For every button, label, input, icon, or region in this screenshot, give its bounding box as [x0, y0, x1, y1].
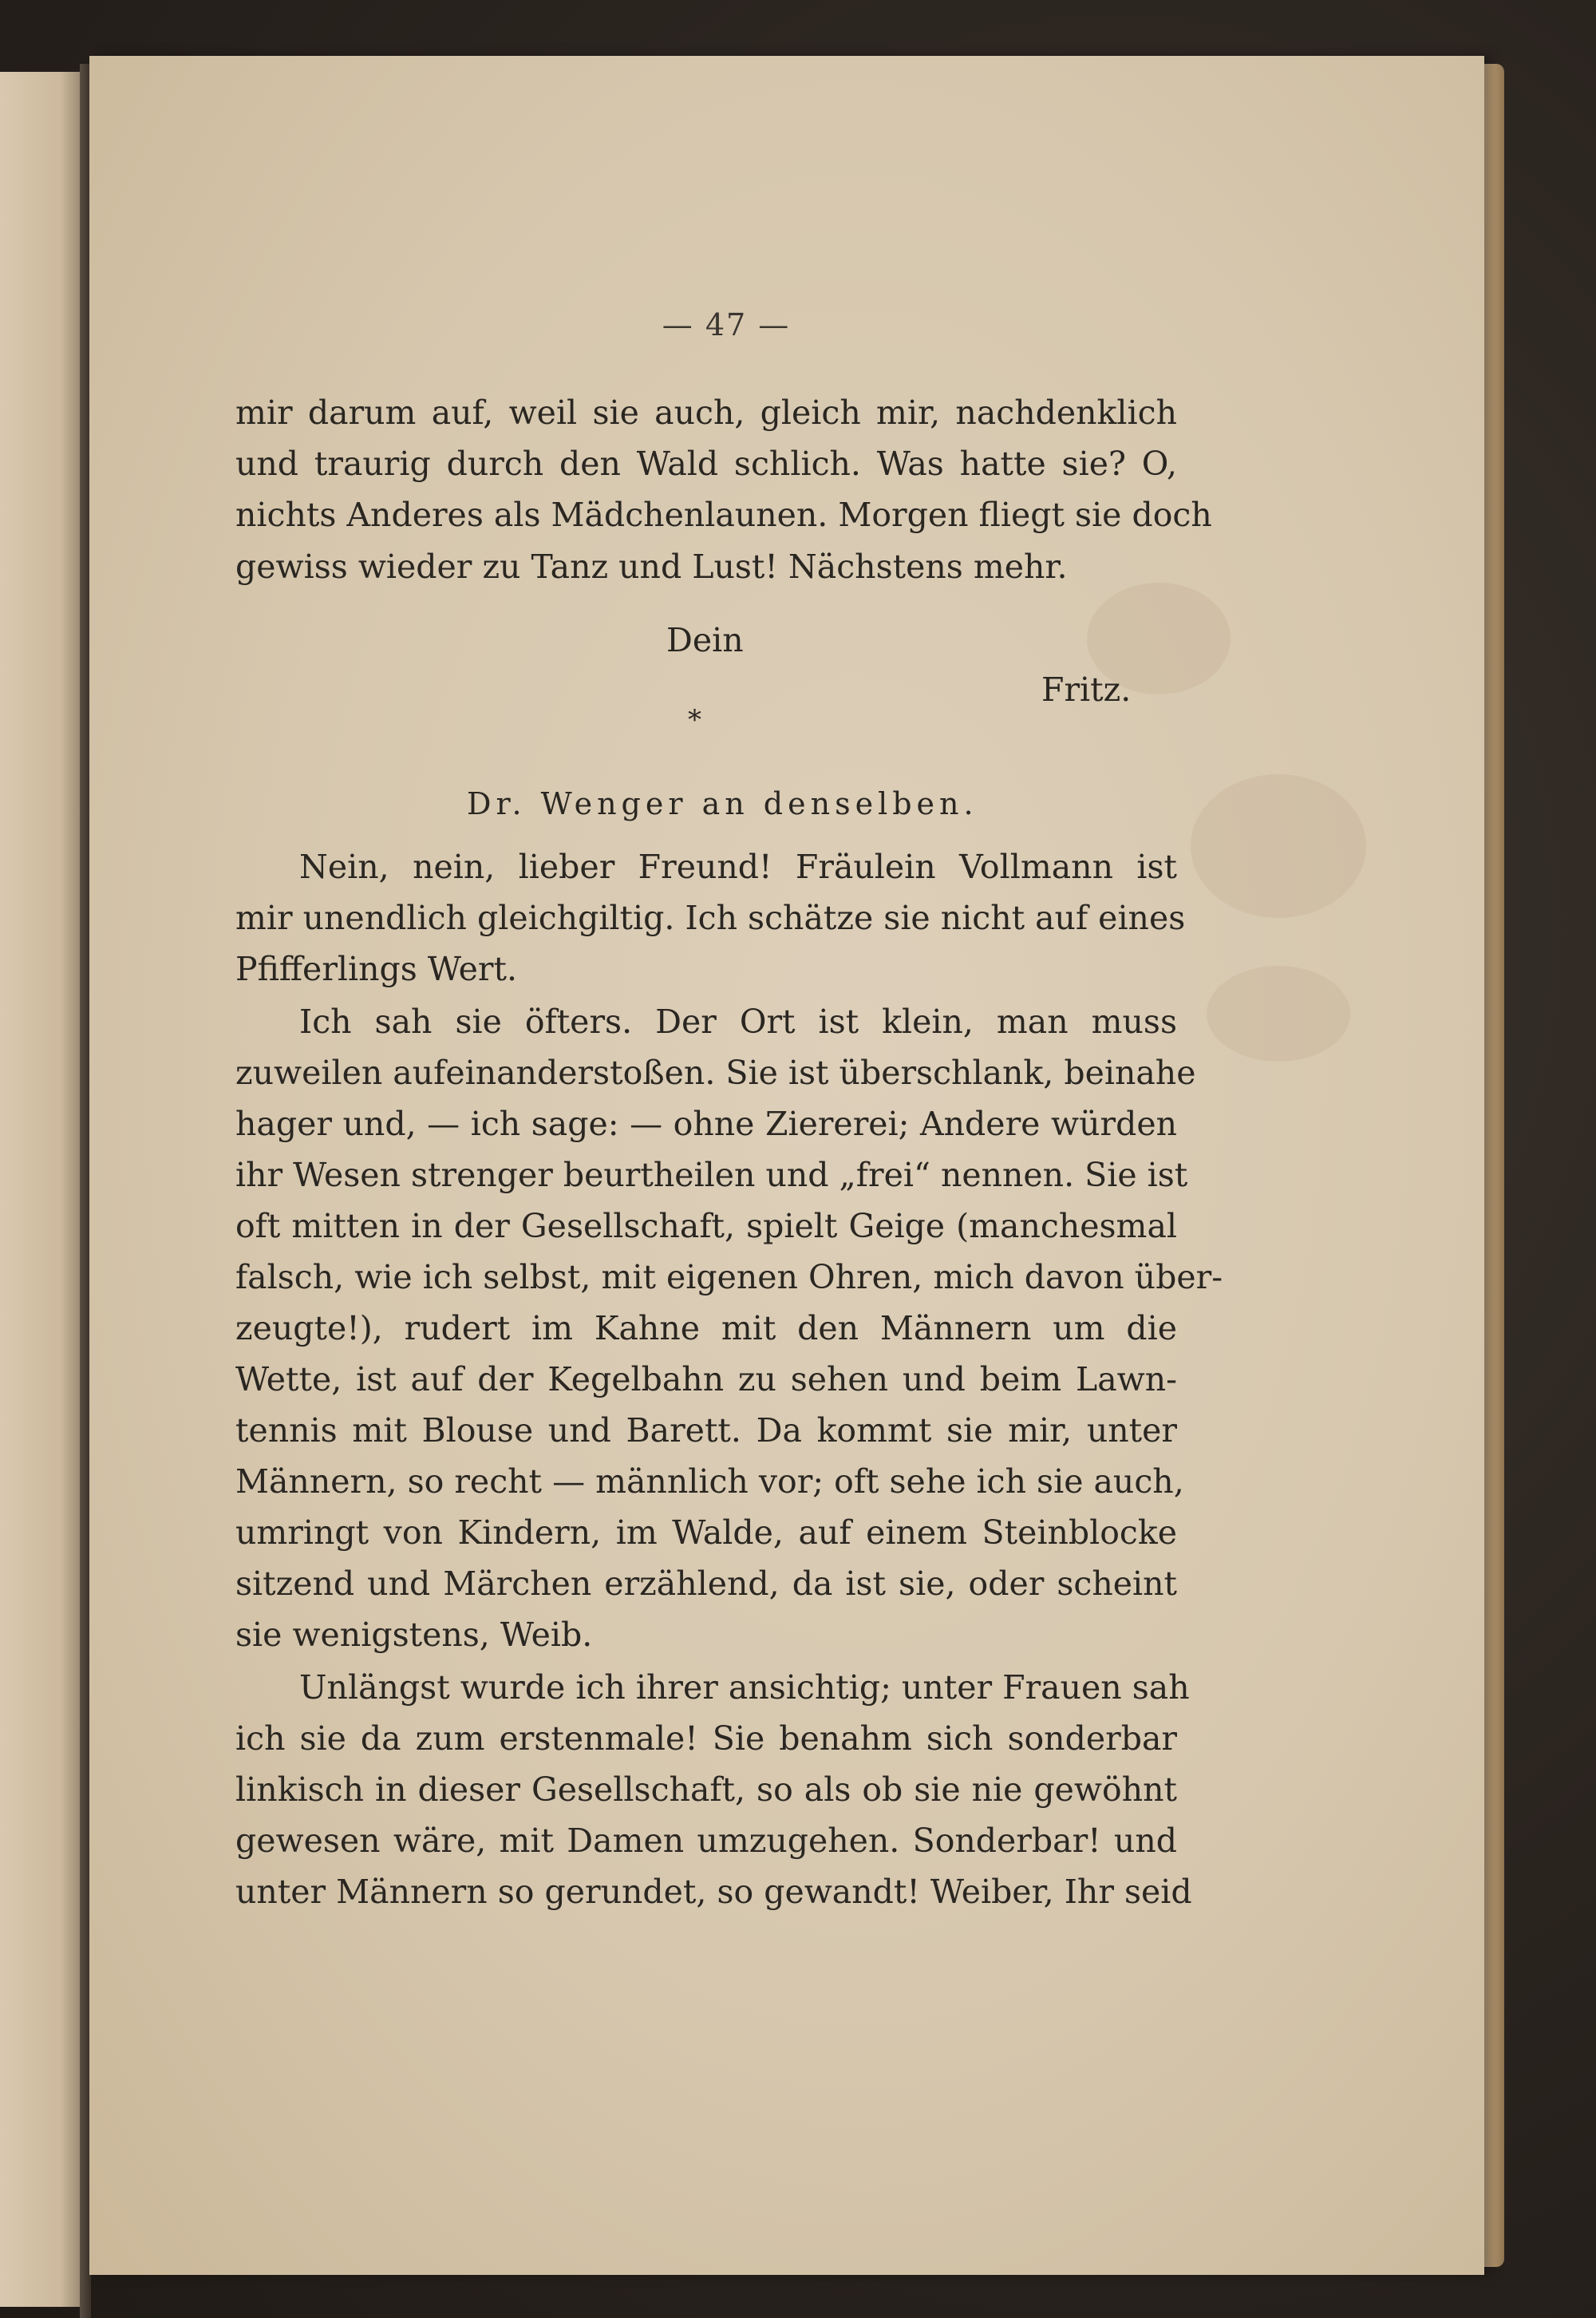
text-line: mir unendlich gleichgiltig. Ich schätze sie nicht auf eines [235, 899, 1186, 937]
text-line: tennis mit Blouse und Barett. Da kommt sie mir, unter [235, 1411, 1177, 1450]
page-number: — 47 — [662, 307, 791, 342]
text-line: sie wenigstens, Weib. [235, 1616, 593, 1654]
paper-stain [1191, 774, 1366, 918]
text-line: hager und, — ich sage: — ohne Ziererei; Andere würden [235, 1105, 1177, 1143]
text-line: Pfifferlings Wert. [235, 950, 518, 988]
text-line: ihr Wesen strenger beurtheilen und „frei“ nennen. Sie ist [235, 1156, 1188, 1194]
text-line: Ich sah sie öfters. Der Ort ist klein, man muss [299, 1003, 1177, 1041]
text-line: gewiss wieder zu Tanz und Lust! Nächstens mehr. [235, 548, 1068, 586]
text-line: sitzend und Märchen erzählend, da ist sie, oder scheint [235, 1564, 1177, 1603]
text-line: Unlängst wurde ich ihrer ansichtig; unter Frauen sah [299, 1668, 1190, 1707]
section-heading: Dr. Wenger an denselben. [467, 786, 978, 821]
letter-closing: Dein [666, 621, 744, 659]
text-line: Nein, nein, lieber Freund! Fräulein Vollmann ist [299, 848, 1177, 886]
text-line: Männern, so recht — männlich vor; oft sehe ich sie auch, [235, 1462, 1184, 1501]
paper-stain [1207, 966, 1350, 1062]
text-line: Wette, ist auf der Kegelbahn zu sehen und beim Lawn- [235, 1360, 1177, 1398]
text-line: und traurig durch den Wald schlich. Was hatte sie? O, [235, 445, 1177, 483]
text-line: zeugte!), rudert im Kahne mit den Männern um die [235, 1309, 1177, 1347]
previous-page-edge [0, 72, 86, 2307]
section-separator-asterisk: * [688, 704, 701, 736]
text-line: linkisch in dieser Gesellschaft, so als ob sie nie gewöhnt [235, 1770, 1177, 1809]
text-line: zuweilen aufeinanderstoßen. Sie ist überschlank, beinahe [235, 1054, 1196, 1092]
text-line: ich sie da zum erstenmale! Sie benahm sich sonderbar [235, 1719, 1177, 1758]
text-line: gewesen wäre, mit Damen umzugehen. Sonderbar! und [235, 1822, 1177, 1860]
text-line: mir darum auf, weil sie auch, gleich mir, nachdenklich [235, 394, 1177, 432]
text-line: unter Männern so gerundet, so gewandt! Weiber, Ihr seid [235, 1873, 1192, 1911]
text-line: oft mitten in der Gesellschaft, spielt Geige (manchesmal [235, 1207, 1177, 1245]
text-line: falsch, wie ich selbst, mit eigenen Ohren, mich davon über- [235, 1258, 1223, 1296]
text-line: umringt von Kindern, im Walde, auf einem Steinblocke [235, 1513, 1177, 1552]
letter-signature: Fritz. [1041, 670, 1132, 709]
text-line: nichts Anderes als Mädchenlaunen. Morgen fliegt sie doch [235, 496, 1212, 534]
